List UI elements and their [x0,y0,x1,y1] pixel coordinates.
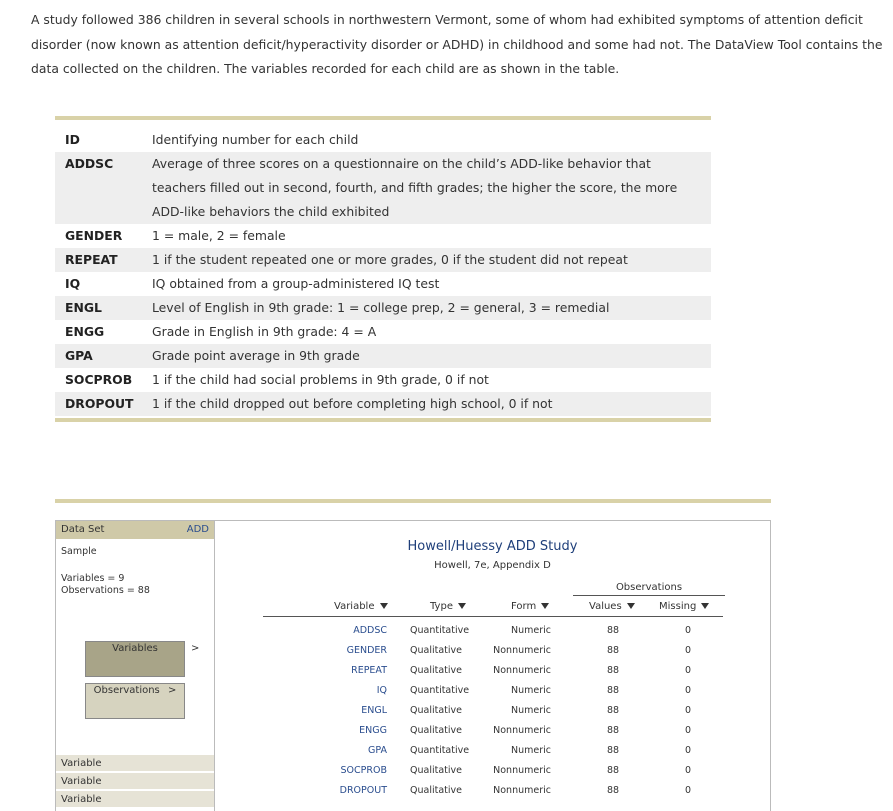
values-cell: 88 [606,705,620,716]
sort-triangle-icon[interactable] [541,603,549,609]
variable-list-item[interactable]: Variable [56,754,214,771]
variable-description: Average of three scores on a questionnaire on the child’s ADD-like behavior that teachers filled out in second, fourth, and fifth grades; the higher the score, the more ADD-like behaviors the child exhibited [152,156,678,219]
dataset-label: Data Set [61,524,105,535]
variable-name: ADDSC [65,156,114,171]
variable-description: 1 if the child dropped out before completing high school, 0 if not [152,396,553,411]
missing-cell: 0 [684,785,692,796]
missing-cell: 0 [684,725,692,736]
type-cell: Qualitative [410,665,462,676]
variable-row [55,368,711,392]
type-cell: Quantitative [410,745,470,756]
dataset-title: Howell/Huessy ADD Study [407,539,578,554]
values-cell: 88 [606,625,620,636]
dataview-left-panel [56,521,215,811]
variable-cell[interactable]: REPEAT [351,665,387,676]
observations-count: Observations = 88 [61,585,150,596]
variable-name: ID [65,132,80,147]
dataset-subtitle: Howell, 7e, Appendix D [434,560,551,571]
values-cell: 88 [606,685,620,696]
variable-column-header[interactable] [334,601,388,612]
variable-description: Identifying number for each child [152,132,359,147]
variables-table [55,116,711,422]
values-cell: 88 [606,725,620,736]
header-rule [263,616,723,617]
missing-cell: 0 [684,685,692,696]
missing-cell: 0 [684,665,692,676]
sort-triangle-icon[interactable] [701,603,709,609]
sample-label: Sample [61,546,97,557]
values-cell: 88 [606,665,620,676]
values-cell: 88 [606,765,620,776]
dataview-tool [55,520,771,811]
variable-list-item[interactable]: Variable [56,772,214,789]
variable-description: Grade point average in 9th grade [152,348,360,363]
values-cell: 88 [606,745,620,756]
form-cell: Nonnumeric [493,765,551,776]
variable-description: 1 if the child had social problems in 9th grade, 0 if not [152,372,489,387]
missing-cell: 0 [684,745,692,756]
missing-cell: 0 [684,625,692,636]
values-column-header[interactable] [589,601,635,612]
variable-name: ENGL [65,300,102,315]
variable-cell[interactable]: ENGL [361,705,387,716]
variable-description: 1 if the student repeated one or more grades, 0 if the student did not repeat [152,252,628,267]
variable-cell[interactable]: ENGG [359,725,387,736]
variable-description: Grade in English in 9th grade: 4 = A [152,324,377,339]
variable-header-label: Variable [334,601,375,612]
dataset-value[interactable]: ADD [186,524,209,535]
variable-row [55,248,711,272]
section-divider [55,499,771,503]
intro-paragraph: A study followed 386 children in several schools in northwestern Vermont, some of whom had exhibited symptoms of attention deficit disorder (now known as attention deficit/hyperactivity disorder or ADHD) in childhood and some had not. The DataView Tool contains the data collected on the children. The variables recorded for each child are as shown in the table. [31,12,883,76]
missing-column-header[interactable] [659,601,709,612]
form-cell: Nonnumeric [493,645,551,656]
missing-cell: 0 [684,645,692,656]
variable-cell[interactable]: GENDER [346,645,387,656]
type-cell: Quantitative [410,685,470,696]
variable-description: Level of English in 9th grade: 1 = college prep, 2 = general, 3 = remedial [152,300,610,315]
form-column-header[interactable] [511,601,549,612]
type-column-header[interactable] [430,601,466,612]
variable-row [55,344,711,368]
observations-button[interactable] [85,683,185,719]
form-cell: Numeric [511,685,551,696]
form-header-label: Form [511,601,537,612]
variable-row [55,320,711,344]
variable-name: GPA [65,348,93,363]
variable-name: GENDER [65,228,123,243]
sort-triangle-icon[interactable] [627,603,635,609]
form-cell: Nonnumeric [493,665,551,676]
variable-name: SOCPROB [65,372,133,387]
missing-header-label: Missing [659,601,697,612]
variable-cell[interactable]: SOCPROB [340,765,387,776]
variable-name: DROPOUT [65,396,134,411]
observations-button-label: Observations [93,685,160,696]
form-cell: Nonnumeric [493,785,551,796]
variables-count: Variables = 9 [61,573,125,584]
form-cell: Nonnumeric [493,725,551,736]
observations-arrow-icon: > [167,685,177,696]
type-header-label: Type [430,601,453,612]
values-cell: 88 [606,645,620,656]
variable-row [55,392,711,416]
missing-cell: 0 [684,705,692,716]
variable-row [55,296,711,320]
variable-description: 1 = male, 2 = female [152,228,286,243]
type-cell: Qualitative [410,725,462,736]
variables-button[interactable]: Variables [85,641,185,677]
variable-cell[interactable]: GPA [368,745,387,756]
form-cell: Numeric [511,625,551,636]
type-cell: Qualitative [410,785,462,796]
variable-description: IQ obtained from a group-administered IQ test [152,276,440,291]
form-cell: Numeric [511,745,551,756]
variable-cell[interactable]: ADDSC [353,625,387,636]
values-cell: 88 [606,785,620,796]
missing-cell: 0 [684,765,692,776]
variable-cell[interactable]: DROPOUT [339,785,387,796]
observations-group-header: Observations [573,582,725,596]
variable-list-item[interactable]: Variable [56,790,214,807]
variable-name: REPEAT [65,252,118,267]
type-cell: Qualitative [410,645,462,656]
type-cell: Quantitative [410,625,470,636]
dataview-right-panel [215,521,770,811]
variable-name: IQ [65,276,81,291]
variables-arrow-icon: > [191,643,200,654]
variable-row [55,224,711,248]
dataset-header[interactable] [56,521,214,539]
variable-row [55,272,711,296]
type-cell: Qualitative [410,765,462,776]
variable-row [55,128,711,152]
variable-row [55,152,711,224]
form-cell: Numeric [511,705,551,716]
sort-triangle-icon[interactable] [458,603,466,609]
variable-cell[interactable]: IQ [376,685,387,696]
type-cell: Qualitative [410,705,462,716]
sort-triangle-icon[interactable] [380,603,388,609]
variable-name: ENGG [65,324,105,339]
values-header-label: Values [589,601,622,612]
